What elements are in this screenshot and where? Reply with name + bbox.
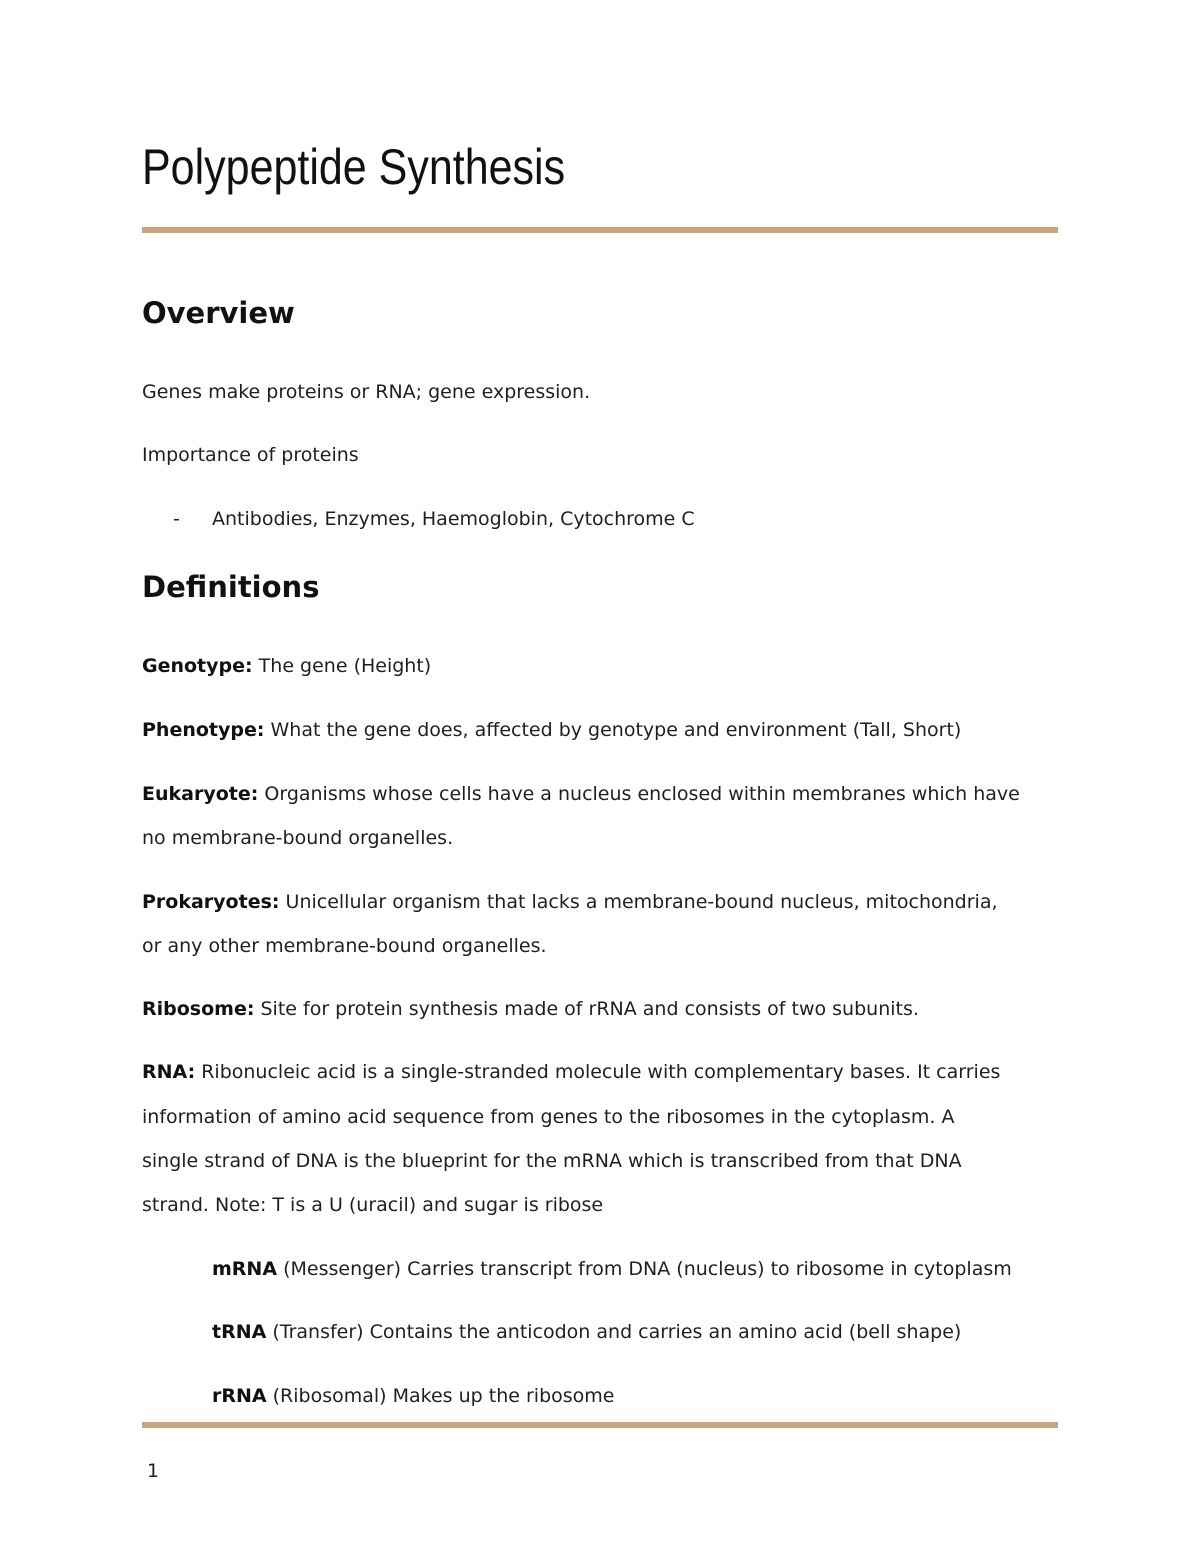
term-rna: RNA: [142, 1061, 196, 1083]
definition-text: Ribonucleic acid is a single-stranded molecule with complementary bases. It carries [195, 1061, 1001, 1083]
term-ribosome: Ribosome: [142, 998, 255, 1020]
definitions-heading: Definitions [142, 570, 320, 604]
overview-line-2: Importance of proteins [142, 444, 359, 466]
definition-text: Site for protein synthesis made of rRNA and consists of two subunits. [254, 998, 919, 1020]
page-number: 1 [147, 1460, 160, 1482]
definition-text: (Ribosomal) Makes up the ribosome [266, 1385, 615, 1407]
definition-genotype [142, 644, 431, 688]
term-genotype: Genotype: [142, 655, 253, 677]
definition-text: The gene (Height) [252, 655, 432, 677]
protein-examples-bullet: Antibodies, Enzymes, Haemoglobin, Cytochrome C [212, 508, 695, 530]
footer-divider [142, 1422, 1058, 1428]
definition-rrna [212, 1374, 614, 1418]
definition-ribosome [142, 987, 919, 1031]
definition-text: (Transfer) Contains the anticodon and carries an amino acid (bell shape) [266, 1321, 962, 1343]
definition-rna-cont-1: information of amino acid sequence from genes to the ribosomes in the cytoplasm. A [142, 1106, 955, 1128]
definition-text: (Messenger) Carries transcript from DNA (nucleus) to ribosome in cytoplasm [277, 1258, 1012, 1280]
title-divider [142, 227, 1058, 233]
term-rrna: rRNA [212, 1385, 267, 1407]
term-mrna: mRNA [212, 1258, 278, 1280]
document-title: Polypeptide Synthesis [142, 139, 566, 195]
definition-rna-cont-2: single strand of DNA is the blueprint for the mRNA which is transcribed from that DNA [142, 1150, 962, 1172]
term-trna: tRNA [212, 1321, 267, 1343]
definition-rna-cont-3: strand. Note: T is a U (uracil) and sugar is ribose [142, 1194, 604, 1216]
definition-rna [142, 1050, 1000, 1094]
definition-phenotype [142, 708, 961, 752]
definition-text: What the gene does, affected by genotype and environment (Tall, Short) [264, 719, 962, 741]
overview-heading: Overview [142, 296, 295, 330]
definition-prokaryotes [142, 880, 998, 924]
definition-text: Unicellular organism that lacks a membrane-bound nucleus, mitochondria, [279, 891, 998, 913]
definition-prokaryotes-cont: or any other membrane-bound organelles. [142, 935, 547, 957]
term-prokaryotes: Prokaryotes: [142, 891, 280, 913]
definition-eukaryote-cont: no membrane-bound organelles. [142, 827, 454, 849]
overview-line-1: Genes make proteins or RNA; gene expression. [142, 381, 591, 403]
definition-text: Organisms whose cells have a nucleus enclosed within membranes which have [258, 783, 1020, 805]
term-eukaryote: Eukaryote: [142, 783, 259, 805]
definition-mrna [212, 1247, 1012, 1291]
term-phenotype: Phenotype: [142, 719, 265, 741]
definition-eukaryote [142, 772, 1020, 816]
definition-trna [212, 1310, 961, 1354]
bullet-marker: - [173, 508, 180, 530]
